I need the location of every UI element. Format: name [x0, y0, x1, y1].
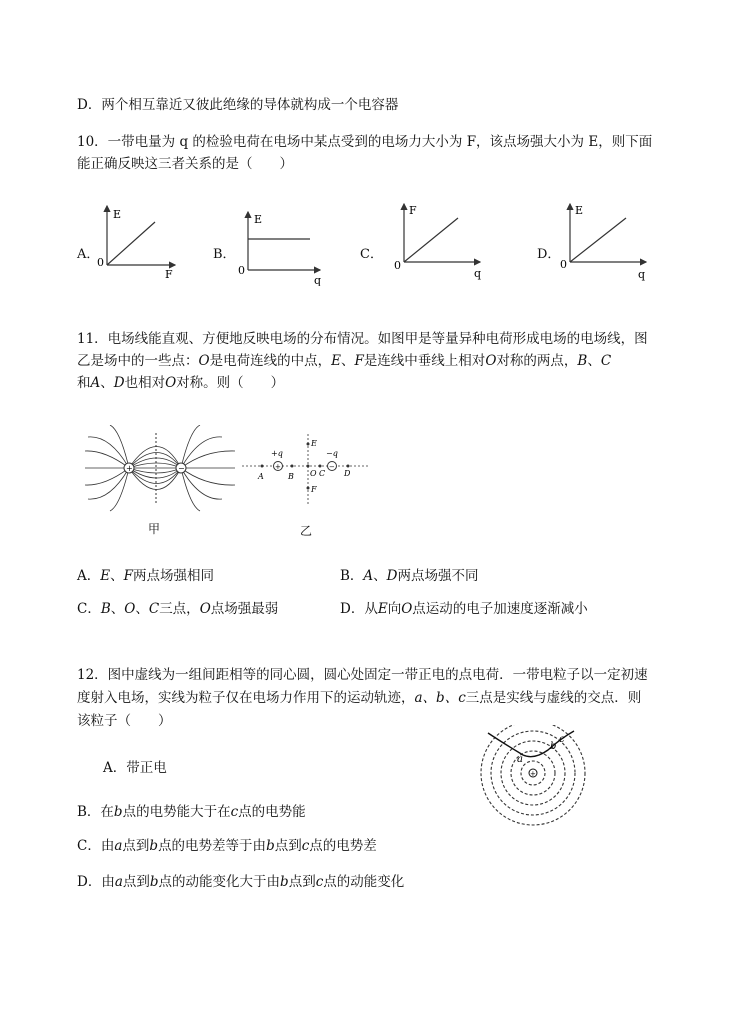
svg-text:−: − [329, 463, 335, 471]
q10c-y-label: F [409, 204, 417, 217]
q10-option-b-label: B． [213, 247, 236, 262]
svg-text:D: D [344, 469, 351, 478]
q10b-x-label: q [314, 274, 322, 286]
q12-option-d: D．由a点到b点的动能变化大于由b点到c点的动能变化 [77, 874, 405, 890]
q10-stem-line1: 10．一带电量为 q 的检验电荷在电场中某点受到的电场力大小为 F，该点场强大小为 E，则下面 [77, 134, 653, 150]
q12-stem-line3: 该粒子（ ） [77, 713, 172, 729]
q10d-y-label: E [575, 204, 584, 217]
q11-option-b: B．A、D两点场强不同 [340, 568, 479, 584]
q12-stem-line1: 12．图中虚线为一组间距相等的同心圆，圆心处固定一带正电的点电荷．一带电粒子以一定初速 [77, 667, 648, 683]
svg-text:C: C [319, 469, 326, 478]
q12-option-c: C．由a点到b点的电势差等于由b点到c点的电势差 [77, 838, 377, 854]
q11-option-a: A．E、F两点场强相同 [77, 568, 214, 584]
fig-yi-caption: 乙 [300, 524, 313, 538]
svg-text:B: B [288, 472, 294, 481]
points-figure [240, 430, 370, 510]
concentric-circles-figure [478, 725, 588, 830]
svg-text:E: E [311, 439, 317, 448]
fig-jia-caption: 甲 [148, 522, 161, 536]
q10-graph-d [558, 198, 658, 283]
svg-text:b: b [550, 741, 557, 752]
q10-graph-b [232, 206, 327, 286]
q10d-origin: 0 [560, 258, 567, 271]
q11-option-c: C．B、O、C三点，O点场强最弱 [77, 601, 279, 617]
q10a-x-label: F [165, 268, 173, 280]
q10d-x-label: q [638, 268, 646, 281]
svg-text:F: F [311, 485, 317, 494]
q11-stem-line1: 11．电场线能直观、方便地反映电场的分布情况。如图甲是等量异种电荷形成电场的电场线，图 [77, 331, 648, 347]
svg-text:A: A [258, 472, 264, 481]
svg-text:−: − [178, 464, 185, 473]
svg-text:+q: +q [271, 449, 283, 458]
q10b-origin: 0 [238, 264, 245, 277]
svg-text:−q: −q [326, 449, 338, 458]
svg-text:+: + [275, 463, 281, 471]
q11-stem-line2: 乙是场中的一些点：O是电荷连线的中点，E、F是连线中垂线上相对O对称的两点，B、C [77, 353, 612, 369]
q9-option-d: D．两个相互靠近又彼此绝缘的导体就构成一个电容器 [77, 97, 399, 113]
field-lines-figure [80, 425, 240, 515]
q10-option-c-label: C． [360, 247, 383, 262]
q10-option-d-label: D． [537, 247, 561, 262]
svg-text:+: + [126, 464, 133, 473]
svg-text:c: c [559, 734, 565, 745]
q12-stem-line2: 度射入电场，实线为粒子仅在电场力作用下的运动轨迹，a、b、c三点是实线与虚线的交点．则 [77, 690, 642, 706]
svg-text:+: + [530, 770, 536, 778]
q10c-origin: 0 [394, 259, 401, 272]
q11-stem-line3: 和A、D也相对O对称。则（ ） [77, 375, 285, 391]
q12-option-b: B．在b点的电势能大于在c点的电势能 [77, 804, 306, 820]
q11-option-d: D．从E向O点运动的电子加速度逐渐减小 [340, 601, 588, 617]
q10-stem-line2: 能正确反映这三者关系的是（ ） [77, 156, 293, 172]
q10-graph-a [95, 200, 185, 280]
q10b-y-label: E [254, 213, 263, 226]
q10a-origin: 0 [97, 256, 104, 269]
svg-text:O: O [310, 469, 317, 478]
q10-option-a-label: A． [77, 247, 100, 262]
q10-graph-c [388, 198, 488, 283]
svg-text:a: a [517, 754, 523, 765]
q12-option-a: A．带正电 [103, 760, 167, 776]
q10a-y-label: E [113, 208, 122, 221]
q10c-x-label: q [474, 267, 482, 280]
